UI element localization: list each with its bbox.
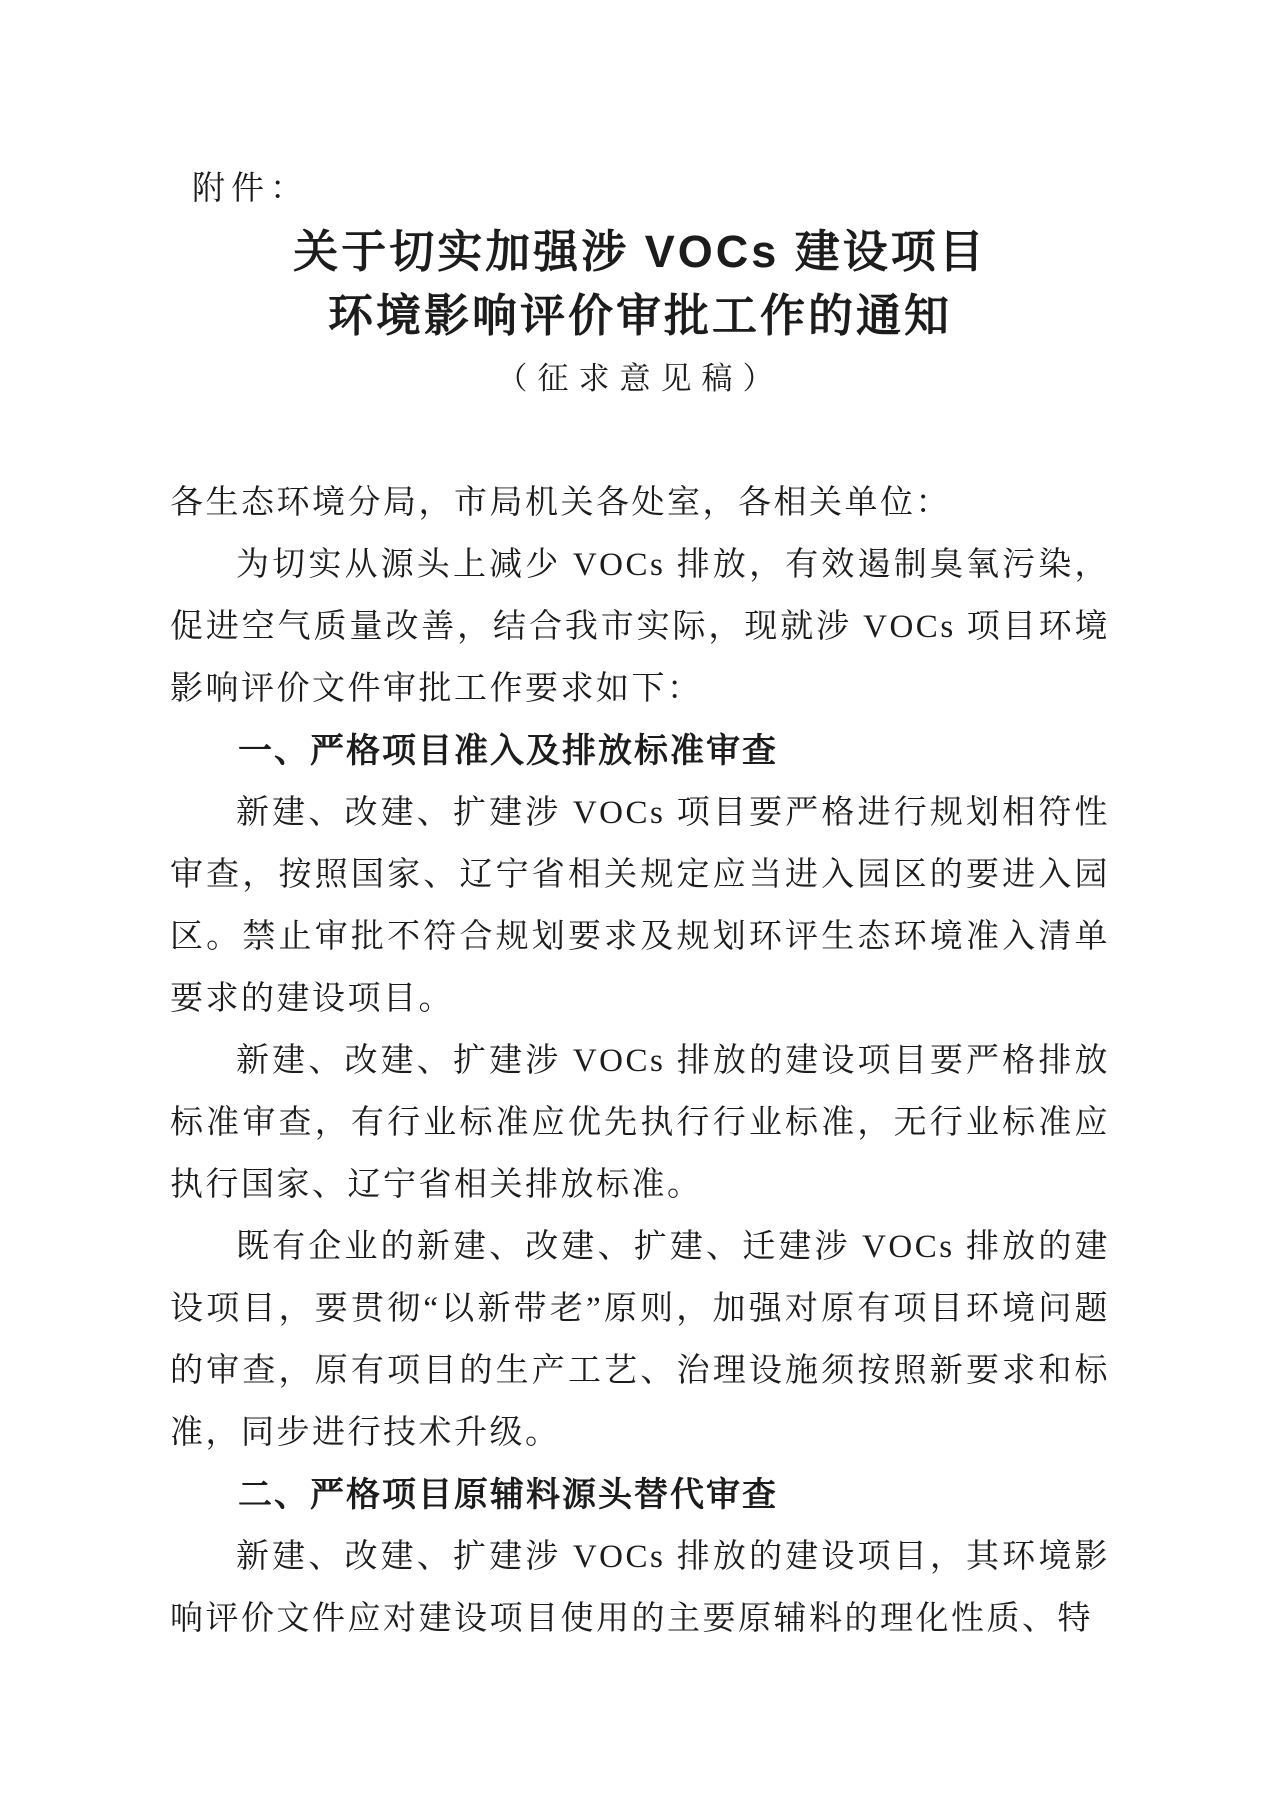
salutation-line: 各生态环境分局，市局机关各处室，各相关单位： [170,485,951,521]
document-title [170,220,1110,348]
attachment-label: 附件： [192,171,309,207]
paragraph-section1-1: 新建、改建、扩建涉 VOCs 项目要严格进行规划相符性审查，按照国家、辽宁省相关规定应当进入园区的要进入园区。禁止审批不符合规划要求及规划环评生态环境准入清单要求的建设项目。 [170,795,1110,1017]
paragraph-intro: 为切实从源头上减少 VOCs 排放，有效遏制臭氧污染，促进空气质量改善，结合我市实际，现就涉 VOCs 项目环境影响评价文件审批工作要求如下： [170,547,1110,707]
paragraph-section1-3: 既有企业的新建、改建、扩建、迁建涉 VOCs 排放的建设项目，要贯彻“以新带老”原则，加强对原有项目环境问题的审查，原有项目的生产工艺、治理设施须按照新要求和标准，同步进行技术升级。 [170,1229,1110,1451]
document-title-line-1: 关于切实加强涉 VOCs 建设项目 [293,226,987,277]
section-heading-2: 二、严格项目原辅料源头替代审查 [238,1476,778,1514]
paragraph-section1-2: 新建、改建、扩建涉 VOCs 排放的建设项目要严格排放标准审查，有行业标准应优先执行行业标准，无行业标准应执行国家、辽宁省相关排放标准。 [170,1043,1110,1203]
section-heading-1: 一、严格项目准入及排放标准审查 [238,732,778,770]
paragraph-section2-1: 新建、改建、扩建涉 VOCs 排放的建设项目，其环境影响评价文件应对建设项目使用的主要原辅料的理化性质、特 [170,1539,1110,1637]
document-title-line-2: 环境影响评价审批工作的通知 [327,290,952,341]
document-subtitle: （征求意见稿） [496,361,784,396]
